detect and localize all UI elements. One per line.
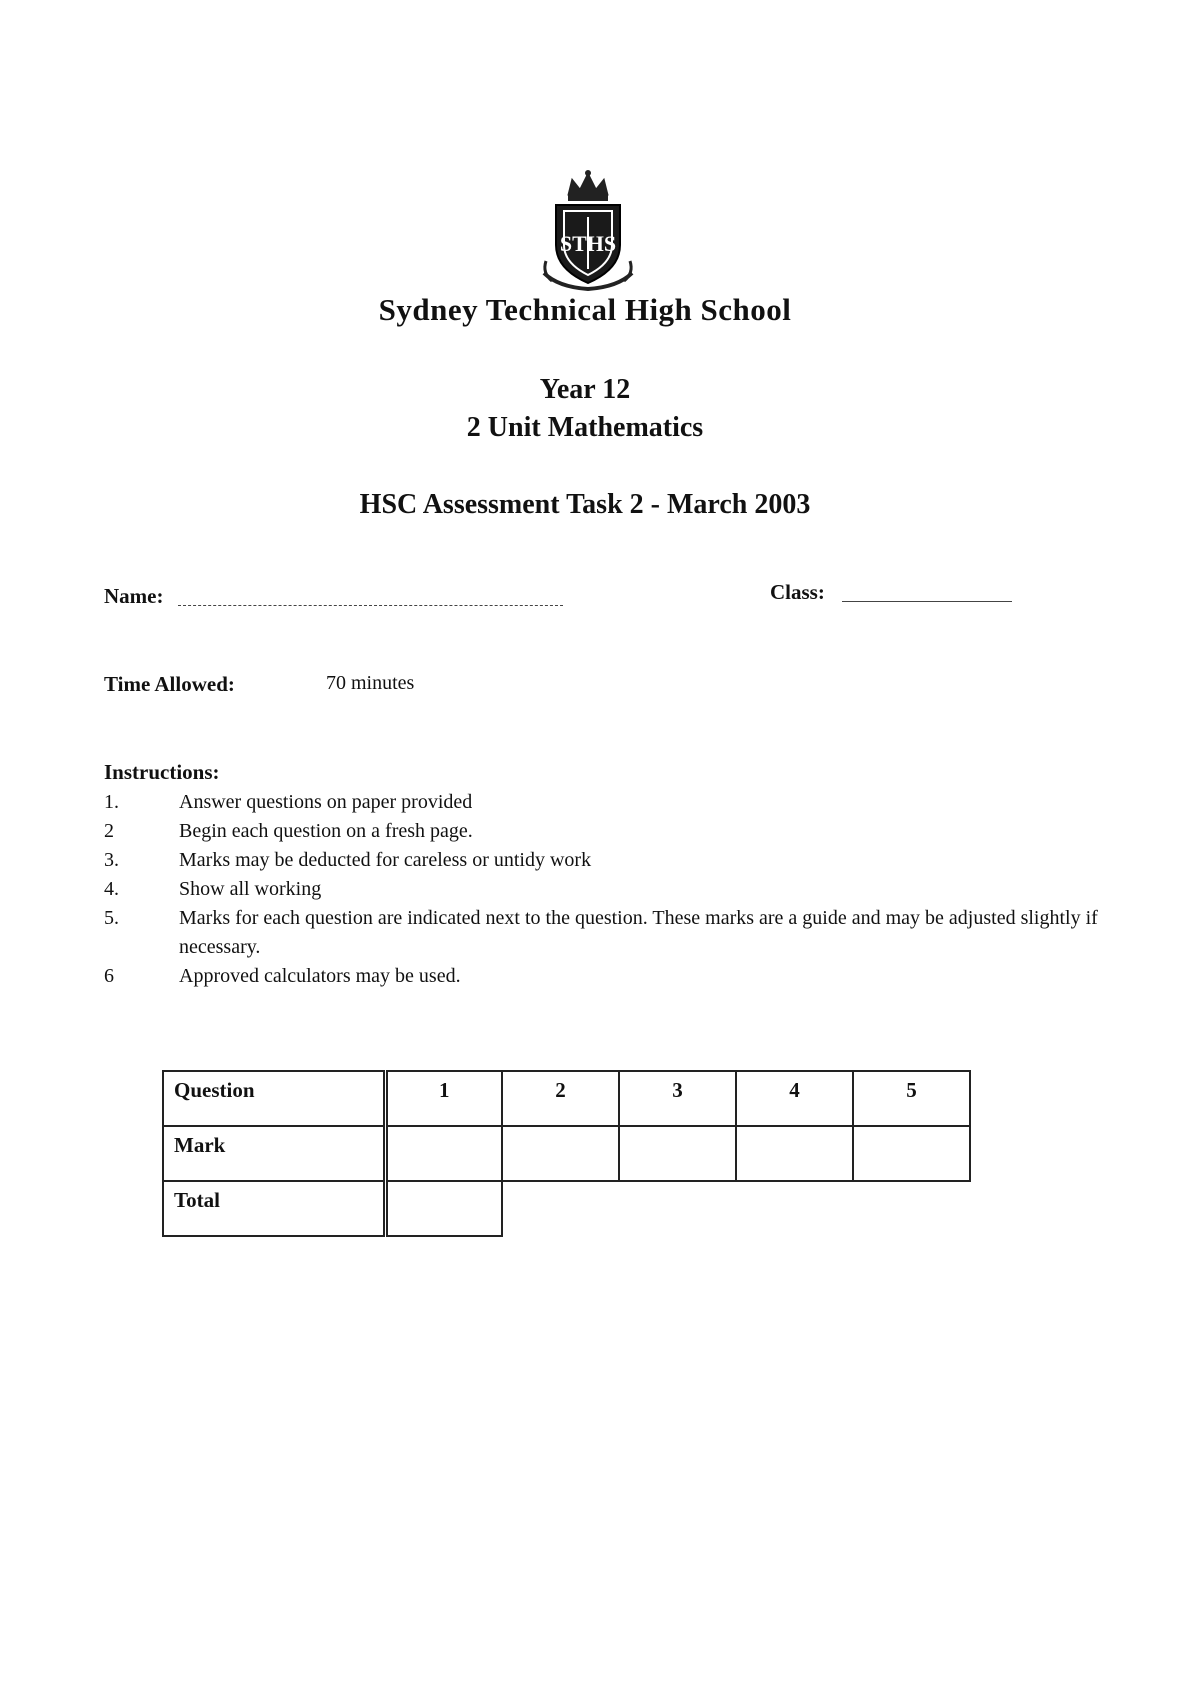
question-number-cell: 2 (502, 1071, 619, 1126)
year-level: Year 12 (539, 374, 631, 405)
question-number-cell: 4 (736, 1071, 853, 1126)
blank-cell (736, 1181, 853, 1236)
instruction-text: Answer questions on paper provided (179, 791, 473, 813)
instructions-heading: Instructions: (104, 760, 220, 784)
instruction-item (104, 846, 1104, 875)
class-label: Class: (770, 580, 825, 604)
mark-header-cell: Mark (163, 1126, 385, 1181)
question-number-cell: 1 (385, 1071, 502, 1126)
table-row-question (163, 1071, 970, 1126)
subject-title: 2 Unit Mathematics (466, 412, 704, 443)
svg-text:STHS: STHS (559, 231, 617, 256)
blank-cell (619, 1181, 736, 1236)
instruction-number: 6 (104, 965, 114, 987)
instruction-text: Marks for each question are indicated next to the question. These marks are a guide and may be adjusted slightly if necessary. (179, 907, 1098, 958)
total-header-cell: Total (163, 1181, 385, 1236)
school-name: Sydney Technical High School (378, 292, 792, 327)
instruction-number: 4. (104, 878, 119, 900)
mark-entry-cell[interactable] (853, 1126, 970, 1181)
instruction-number: 5. (104, 907, 119, 929)
question-number-cell: 3 (619, 1071, 736, 1126)
instruction-item (104, 962, 1104, 991)
table-row-mark (163, 1126, 970, 1181)
blank-cell (502, 1181, 619, 1236)
instruction-text: Begin each question on a fresh page. (179, 820, 473, 842)
name-label: Name: (104, 584, 164, 608)
mark-entry-cell[interactable] (385, 1126, 502, 1181)
instruction-number: 3. (104, 849, 119, 871)
mark-entry-cell[interactable] (736, 1126, 853, 1181)
instruction-item (104, 817, 1104, 846)
instruction-number: 1. (104, 791, 119, 813)
mark-entry-cell[interactable] (619, 1126, 736, 1181)
question-number-cell: 5 (853, 1071, 970, 1126)
instruction-item (104, 875, 1104, 904)
time-allowed-value: 70 minutes (326, 672, 415, 694)
instruction-text: Marks may be deducted for careless or untidy work (179, 849, 592, 871)
instruction-text: Approved calculators may be used. (179, 965, 461, 987)
name-field-line[interactable] (178, 605, 563, 606)
time-allowed-label: Time Allowed: (104, 672, 235, 696)
question-header-cell: Question (163, 1071, 385, 1126)
marks-table (162, 1070, 971, 1237)
table-row-total (163, 1181, 970, 1236)
instructions-list (104, 788, 1104, 991)
blank-cell (853, 1181, 970, 1236)
instruction-item (104, 788, 1104, 817)
instruction-text: Show all working (179, 878, 322, 900)
mark-entry-cell[interactable] (502, 1126, 619, 1181)
instruction-item (104, 904, 1104, 962)
task-title: HSC Assessment Task 2 - March 2003 (359, 489, 811, 520)
total-entry-cell[interactable] (385, 1181, 502, 1236)
instruction-number: 2 (104, 820, 114, 842)
class-field-line[interactable] (842, 601, 1012, 602)
school-crest-logo (538, 165, 638, 295)
